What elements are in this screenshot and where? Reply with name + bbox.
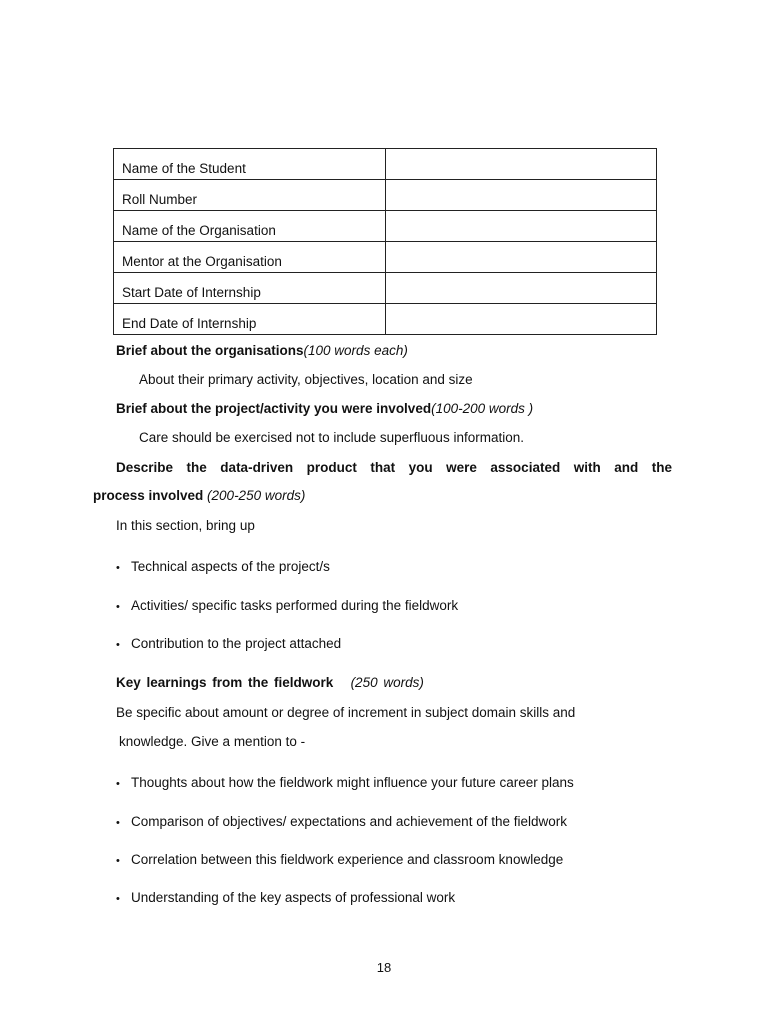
org-heading-text: Brief about the organisations — [116, 343, 304, 358]
list-item-text: Comparison of objectives/ expectations and achievement of the fieldwork — [131, 814, 567, 829]
project-word-limit: (100-200 words ) — [431, 401, 534, 416]
product-word-limit: (200-250 words) — [207, 488, 306, 503]
bullet-icon: • — [116, 855, 120, 867]
row-label: Mentor at the Organisation — [114, 242, 386, 273]
bullet-icon: • — [116, 639, 120, 651]
row-value[interactable] — [386, 304, 657, 335]
row-value[interactable] — [386, 273, 657, 304]
product-heading-text: process involved — [93, 488, 208, 503]
org-description: About their primary activity, objectives, location and size — [139, 372, 473, 387]
row-value[interactable] — [386, 211, 657, 242]
project-heading — [116, 401, 533, 416]
learnings-heading — [116, 675, 424, 690]
bullet-icon: • — [116, 778, 120, 790]
learnings-word-limit: (250 words) — [350, 675, 424, 690]
org-heading — [116, 343, 408, 358]
table-row — [114, 273, 657, 304]
table-row — [114, 149, 657, 180]
list-item-text: Correlation between this fieldwork experience and classroom knowledge — [131, 852, 564, 867]
row-label: End Date of Internship — [114, 304, 386, 335]
list-item-text: Contribution to the project attached — [131, 636, 342, 651]
product-intro: In this section, bring up — [116, 518, 255, 533]
page-number: 18 — [376, 960, 392, 975]
list-item — [116, 814, 567, 829]
list-item-text: Activities/ specific tasks performed during the fieldwork — [131, 598, 459, 613]
learnings-body-line2: knowledge. Give a mention to - — [119, 734, 306, 749]
row-label: Roll Number — [114, 180, 386, 211]
project-description: Care should be exercised not to include superfluous information. — [139, 430, 524, 445]
list-item-text: Understanding of the key aspects of professional work — [131, 890, 456, 905]
student-info-table — [113, 148, 657, 335]
learnings-body-line1: Be specific about amount or degree of increment in subject domain skills and — [116, 705, 576, 720]
list-item — [116, 775, 574, 790]
table-row — [114, 304, 657, 335]
project-heading-text: Brief about the project/activity you were involved — [116, 401, 432, 416]
org-word-limit: (100 words each) — [303, 343, 408, 358]
list-item — [116, 890, 455, 905]
row-value[interactable] — [386, 242, 657, 273]
learnings-heading-text: Key learnings from the fieldwork — [116, 675, 334, 690]
row-label: Name of the Organisation — [114, 211, 386, 242]
bullet-icon: • — [116, 562, 120, 574]
table-row — [114, 242, 657, 273]
bullet-icon: • — [116, 817, 120, 829]
row-label: Name of the Student — [114, 149, 386, 180]
table-row — [114, 211, 657, 242]
product-heading-line2 — [93, 488, 305, 503]
bullet-icon: • — [116, 601, 120, 613]
row-label: Start Date of Internship — [114, 273, 386, 304]
row-value[interactable] — [386, 180, 657, 211]
list-item-text: Technical aspects of the project/s — [131, 559, 330, 574]
list-item — [116, 598, 458, 613]
list-item — [116, 559, 330, 574]
list-item — [116, 852, 563, 867]
product-heading-line1: Describe the data-driven product that you were associated with and the — [116, 460, 672, 475]
bullet-icon: • — [116, 893, 120, 905]
list-item — [116, 636, 341, 651]
list-item-text: Thoughts about how the fieldwork might influence your future career plans — [131, 775, 574, 790]
row-value[interactable] — [386, 149, 657, 180]
table-row — [114, 180, 657, 211]
